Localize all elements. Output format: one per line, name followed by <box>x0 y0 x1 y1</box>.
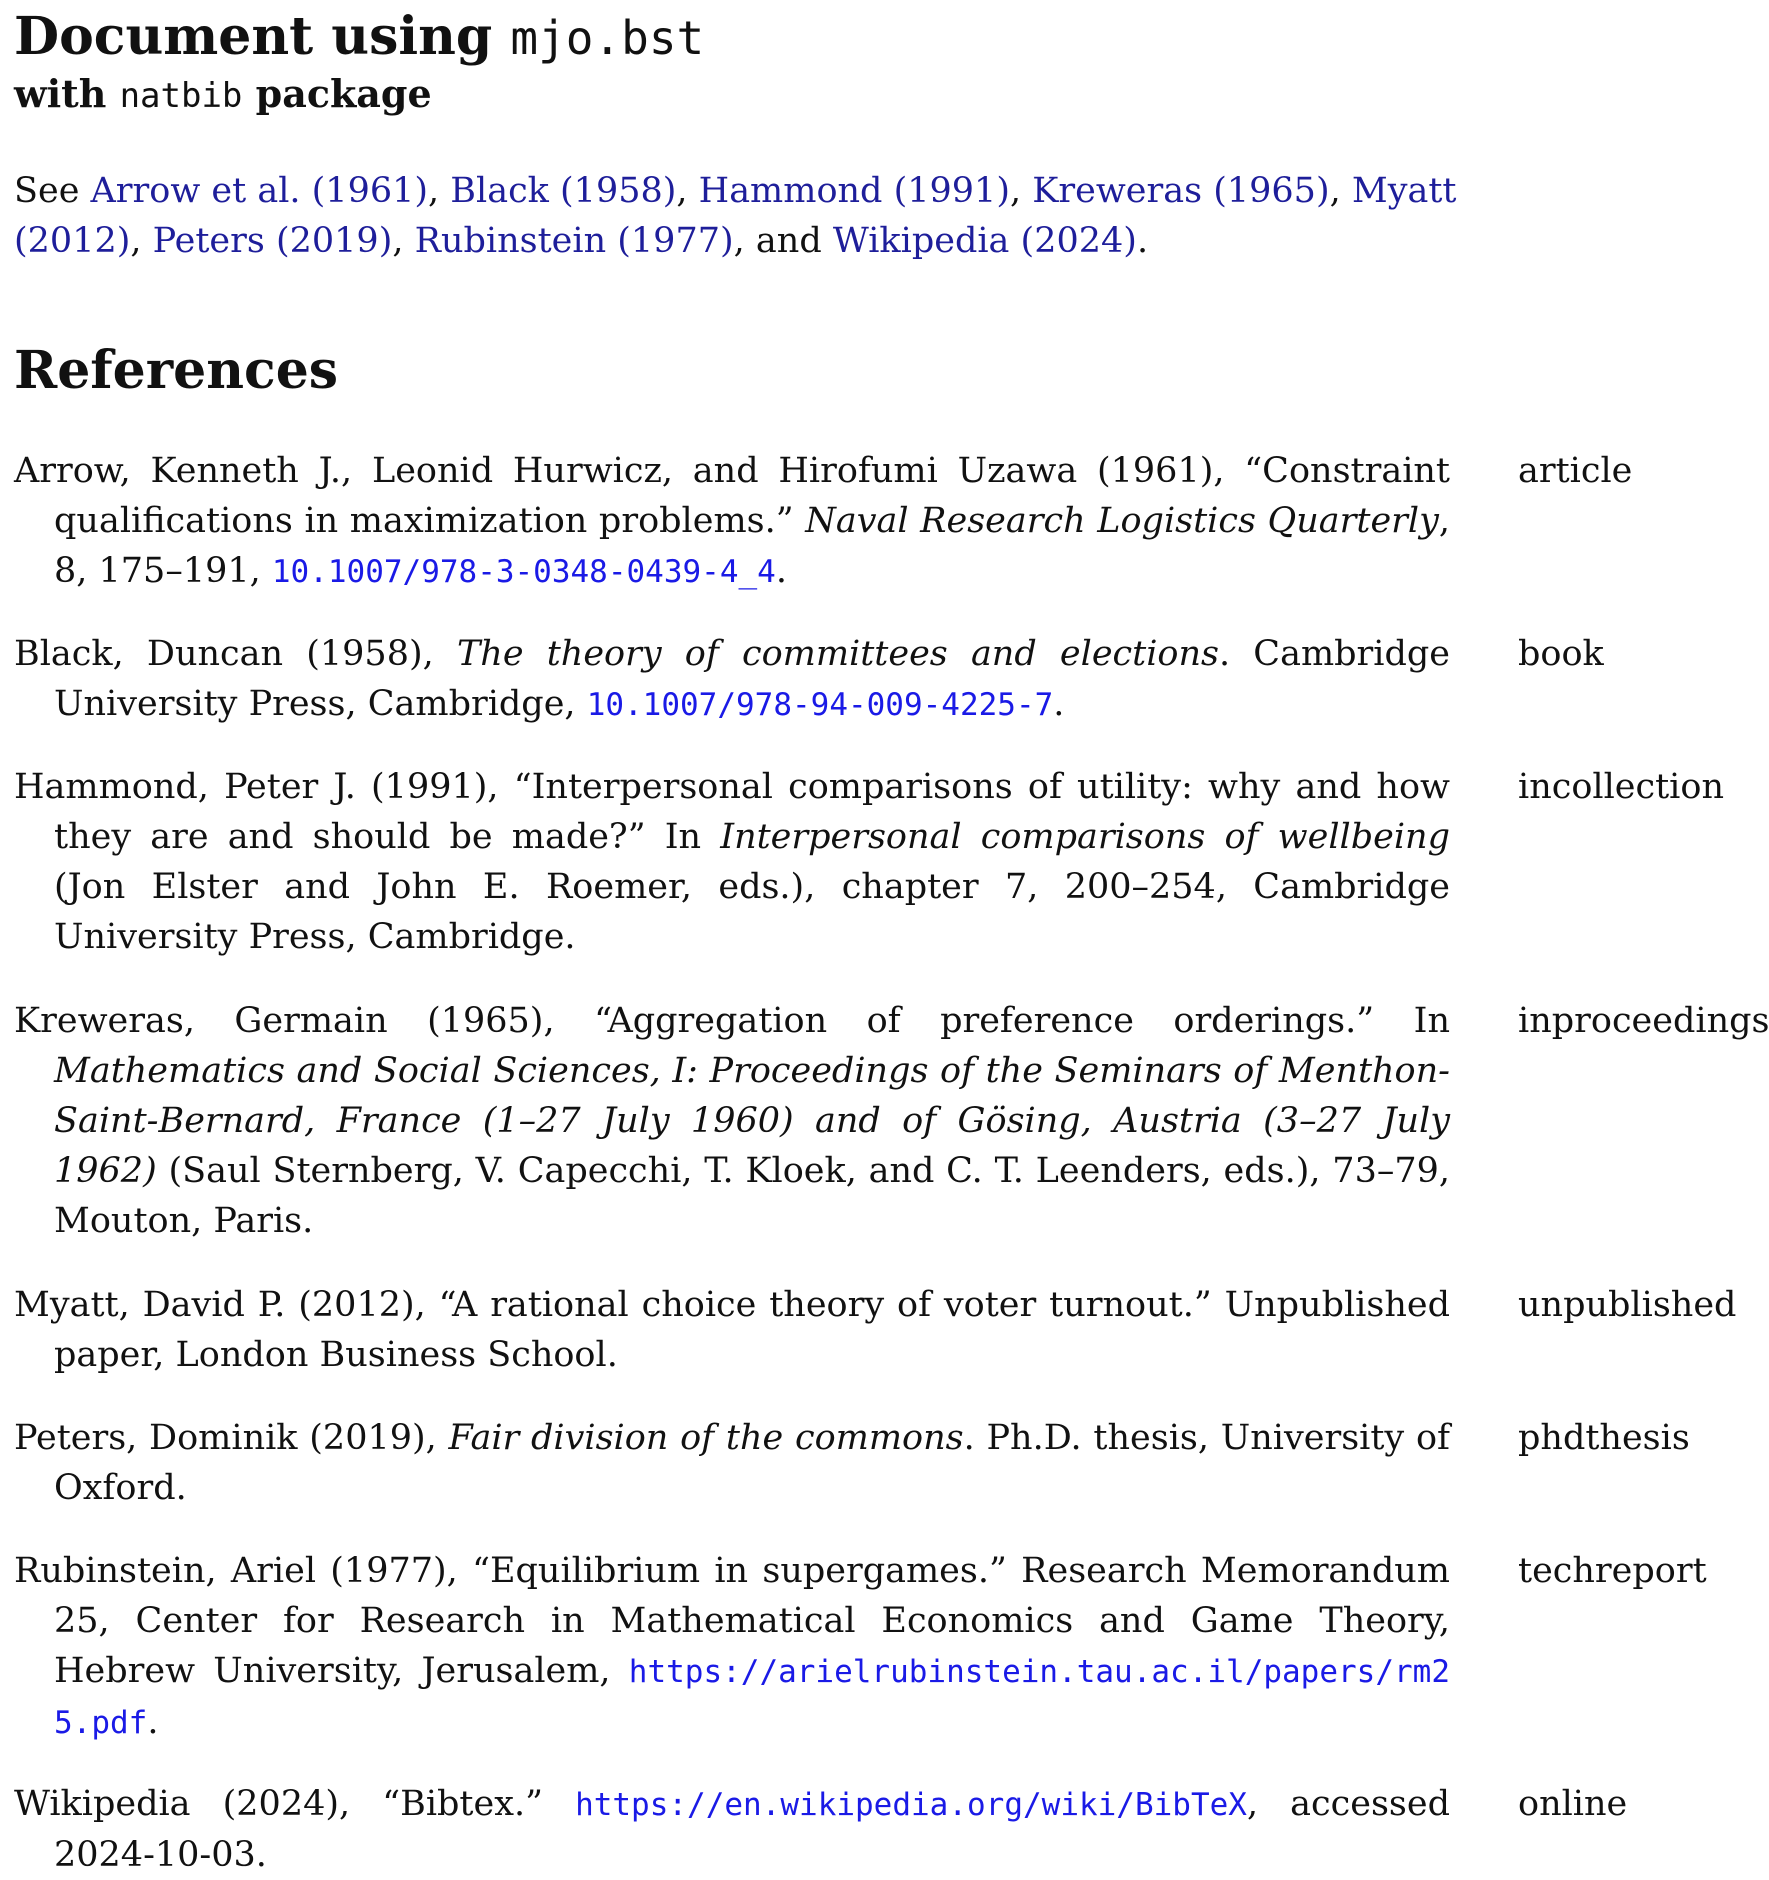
subtitle-suffix: package <box>242 71 432 116</box>
reference-text: Kreweras, Germain (1965), “Aggregation of preference orderings.” In Mathematics and Social Sciences, I: Proceedings of the Seminars of Menthon-Saint-Bernard, France (1–27 July 1960) and of Gösing, Austria (3–27 July 1962) (Saul Sternberg, V. Capecchi, T. Kloek, and C. T. Leenders, eds.), 73–79, Mouton, Paris. <box>14 1001 1450 1241</box>
reference-venue: Mathematics and Social Sciences, I: Proceedings of the Seminars of Menthon-Saint-Bernard, France (1–27 July 1960) and of Gösing, Austria (3–27 July 1962) <box>54 1051 1450 1191</box>
intro-see: See <box>14 171 91 211</box>
reference-text: Myatt, David P. (2012), “A rational choice theory of voter turnout.” Unpublished paper, London Business School. <box>14 1285 1450 1375</box>
url-link[interactable]: https://en.wikipedia.org/wiki/BibTeX <box>575 1787 1247 1823</box>
reference-title: “Bibtex.” <box>382 1784 543 1824</box>
citation-myatt[interactable]: Myatt (2012) <box>14 171 1457 261</box>
reference-text: Black, Duncan (1958), The theory of committees and elections. Cambridge University Press, Cambridge, 10.1007/978-94-009-4225-7. <box>14 634 1450 724</box>
intro-and: and <box>755 221 822 261</box>
url-link[interactable]: https://arielrubinstein.tau.ac.il/papers/rm25.pdf <box>54 1654 1450 1741</box>
citation-black[interactable]: Black (1958) <box>450 171 677 211</box>
doi-link[interactable]: 10.1007/978-94-009-4225-7 <box>586 687 1054 723</box>
reference-entry-myatt <box>14 1280 1737 1380</box>
reference-title: “A rational choice theory of voter turnout.” <box>438 1285 1212 1325</box>
reference-entry-hammond <box>14 762 1724 962</box>
reference-type: article <box>1518 451 1633 491</box>
reference-title: “Equilibrium in supergames.” <box>472 1551 1007 1591</box>
reference-type: online <box>1518 1784 1628 1824</box>
title-prefix: Document using <box>14 6 511 67</box>
citation-kreweras[interactable]: Kreweras (1965) <box>1032 171 1330 211</box>
reference-type: phdthesis <box>1518 1418 1690 1458</box>
reference-type: inproceedings <box>1518 1001 1769 1041</box>
reference-entry-rubinstein <box>14 1546 1707 1748</box>
citation-peters[interactable]: Peters (2019) <box>152 221 393 261</box>
reference-title: “Aggregation of preference orderings.” <box>594 1001 1375 1041</box>
doi-link[interactable]: 10.1007/978-3-0348-0439-4_4 <box>271 554 776 590</box>
reference-text: Arrow, Kenneth J., Leonid Hurwicz, and Hirofumi Uzawa (1961), “Constraint qualifications in maximization problems.” Naval Research Logistics Quarterly, 8, 175–191, 10.1007/978-3-0348-0439-4_4. <box>14 451 1450 591</box>
intro-paragraph: See Arrow et al. (1961), Black (1958), Hammond (1991), Kreweras (1965), Myatt (2012), Peters (2019), Rubinstein (1977), and Wikipedia (2024). <box>14 171 1457 261</box>
reference-text: Hammond, Peter J. (1991), “Interpersonal comparisons of utility: why and how they are and should be made?” In Interpersonal comparisons of wellbeing (Jon Elster and John E. Roemer, eds.), chapter 7, 200–254, Cambridge University Press, Cambridge. <box>14 767 1451 957</box>
reference-entry-wikipedia <box>14 1779 1628 1880</box>
reference-entry-peters <box>14 1413 1690 1513</box>
reference-venue: Interpersonal comparisons of wellbeing <box>720 817 1450 857</box>
reference-text: Wikipedia (2024), “Bibtex.” https://en.wikipedia.org/wiki/BibTeX, accessed 2024-10-03. <box>14 1784 1450 1875</box>
reference-venue: Naval Research Logistics Quarterly <box>805 501 1439 541</box>
reference-type: unpublished <box>1518 1285 1737 1325</box>
page-title <box>14 6 1494 69</box>
intro-end: . <box>1136 221 1149 261</box>
reference-type: book <box>1518 634 1604 674</box>
reference-title: The theory of committees and elections <box>456 634 1219 674</box>
reference-text: Peters, Dominik (2019), Fair division of the commons. Ph.D. thesis, University of Oxford. <box>14 1418 1450 1508</box>
citation-rubinstein[interactable]: Rubinstein (1977) <box>414 221 734 261</box>
citation-arrow[interactable]: Arrow et al. (1961) <box>90 171 429 211</box>
reference-entry-black <box>14 629 1604 730</box>
page-subtitle <box>14 68 1494 122</box>
reference-title: Fair division of the commons <box>448 1418 964 1458</box>
reference-entry-arrow <box>14 446 1633 597</box>
subtitle-code: natbib <box>119 76 243 116</box>
reference-title: “Interpersonal comparisons of utility: why and how they are and should be made?” <box>54 767 1451 857</box>
references-heading: References <box>14 340 339 401</box>
reference-text: Rubinstein, Ariel (1977), “Equilibrium in supergames.” Research Memorandum 25, Center for Research in Mathematical Economics and Game Theory, Hebrew University, Jerusalem, https://arielrubinstein.tau.ac.il/papers/rm25.pdf. <box>14 1551 1450 1742</box>
citation-hammond[interactable]: Hammond (1991) <box>698 171 1010 211</box>
reference-entry-kreweras <box>14 996 1769 1246</box>
citation-wikipedia[interactable]: Wikipedia (2024) <box>832 221 1137 261</box>
subtitle-prefix: with <box>14 71 120 116</box>
reference-type: incollection <box>1518 767 1724 807</box>
reference-type: techreport <box>1518 1551 1707 1591</box>
reference-title: “Constraint qualifications in maximization problems.” <box>54 451 1450 541</box>
title-code: mjo.bst <box>510 11 705 65</box>
